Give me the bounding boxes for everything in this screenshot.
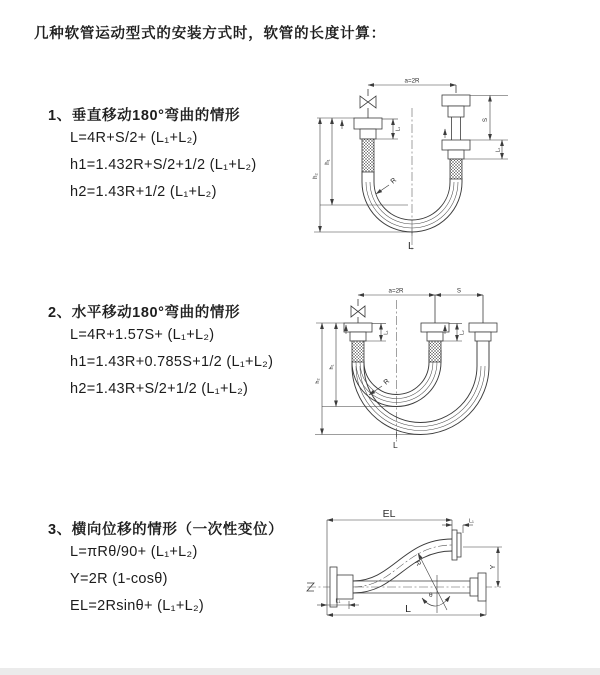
- dim-label-a2r: a=2R: [388, 287, 404, 295]
- dim-label-s: S: [456, 287, 462, 295]
- flange-neck: [448, 106, 464, 117]
- hose-line: [360, 366, 481, 427]
- dim-label-h2: h₂: [312, 173, 319, 179]
- section-1-heading: 1、垂直移动180°弯曲的情形: [48, 108, 241, 124]
- diagram-vertical-180-bend: [312, 72, 600, 258]
- flange: [354, 118, 382, 129]
- formula-line: h2=1.43R+S/2+1/2 (L₁+L₂): [70, 381, 249, 397]
- section-horizontal-bend: [48, 301, 273, 403]
- radius-leader: [376, 185, 389, 194]
- dim-label-l1-bottom: L₁: [335, 598, 341, 605]
- dim-label-s: S: [482, 117, 489, 123]
- dim-label-el: EL: [382, 508, 396, 520]
- dim-label-theta: θ: [429, 592, 433, 599]
- section-3-heading: 3、横向位移的情形（一次性变位）: [48, 522, 284, 538]
- dim-label-y: Y: [490, 564, 497, 570]
- dim-label-r: R: [382, 377, 392, 387]
- formula-line: EL=2Rsinθ+ (L₁+L₂): [70, 598, 205, 614]
- valve-icon: [351, 306, 358, 317]
- dim-label-h1: h₁: [324, 159, 331, 165]
- section-2-heading: 2、水平移动180°弯曲的情形: [48, 305, 241, 321]
- dim-label-l: L: [408, 240, 414, 252]
- section-vertical-bend: [48, 104, 257, 206]
- flange: [452, 530, 457, 560]
- formula-line: Y=2R (1-cosθ): [70, 571, 168, 587]
- flange: [344, 323, 372, 332]
- dim-label-l1-top: L₁: [469, 518, 474, 525]
- valve-icon: [360, 96, 368, 108]
- hose-line: [356, 366, 485, 431]
- dim-label-l1: L₁: [395, 126, 402, 132]
- flange-neck: [470, 578, 478, 596]
- flange-neck: [337, 575, 353, 599]
- dim-label-l: L: [393, 440, 398, 450]
- hose-outer-wall: [353, 539, 452, 581]
- formula-line: h2=1.43R+1/2 (L₁+L₂): [70, 184, 217, 200]
- flange-neck: [475, 332, 491, 341]
- page-title: 几种软管运动型式的安装方式时，软管的长度计算：: [34, 26, 386, 42]
- formula-line: h1=1.432R+S/2+1/2 (L₁+L₂): [70, 157, 257, 173]
- dim-label-l2: L₂: [495, 147, 502, 153]
- braided-hose-section: [352, 341, 364, 362]
- braided-hose-section: [429, 341, 441, 362]
- formula-line: L=4R+1.57S+ (L₁+L₂): [70, 327, 215, 343]
- braided-hose-section: [362, 139, 374, 172]
- flange-neck: [448, 150, 464, 159]
- dim-label-a2r: a=2R: [404, 77, 420, 85]
- flange-neck: [350, 332, 366, 341]
- flange-neck: [427, 332, 443, 341]
- section-lateral-displacement: [48, 518, 283, 620]
- braided-hose-section: [450, 159, 462, 179]
- flange: [478, 573, 486, 601]
- dim-label-h2: h₂: [315, 378, 321, 384]
- flange: [442, 95, 470, 106]
- flange: [469, 323, 497, 332]
- scan-edge: [0, 668, 600, 675]
- radius-line: [418, 553, 447, 610]
- hose-outer-wall: [352, 366, 489, 435]
- diagram-horizontal-180-bend: [312, 282, 600, 454]
- flange: [457, 533, 461, 557]
- dim-label-l2: L₂: [459, 330, 466, 335]
- dim-label-h1: h₁: [329, 364, 335, 370]
- valve-icon: [358, 306, 365, 317]
- angle-arc: [422, 596, 450, 606]
- formula-line: L=πRθ/90+ (L₁+L₂): [70, 544, 198, 560]
- flange-neck: [360, 129, 376, 139]
- dim-label-r: R: [389, 176, 399, 186]
- formula-line: L=4R+S/2+ (L₁+L₂): [70, 130, 198, 146]
- diagram-lateral-displacement: [305, 505, 595, 640]
- dim-label-l1: L₁: [383, 330, 390, 335]
- valve-icon: [368, 96, 376, 108]
- dim-label-l: L: [405, 603, 411, 615]
- flange: [442, 140, 470, 150]
- formula-line: h1=1.43R+0.785S+1/2 (L₁+L₂): [70, 354, 274, 370]
- dim-label-r: R: [413, 559, 422, 568]
- hose-inner-wall: [364, 366, 477, 422]
